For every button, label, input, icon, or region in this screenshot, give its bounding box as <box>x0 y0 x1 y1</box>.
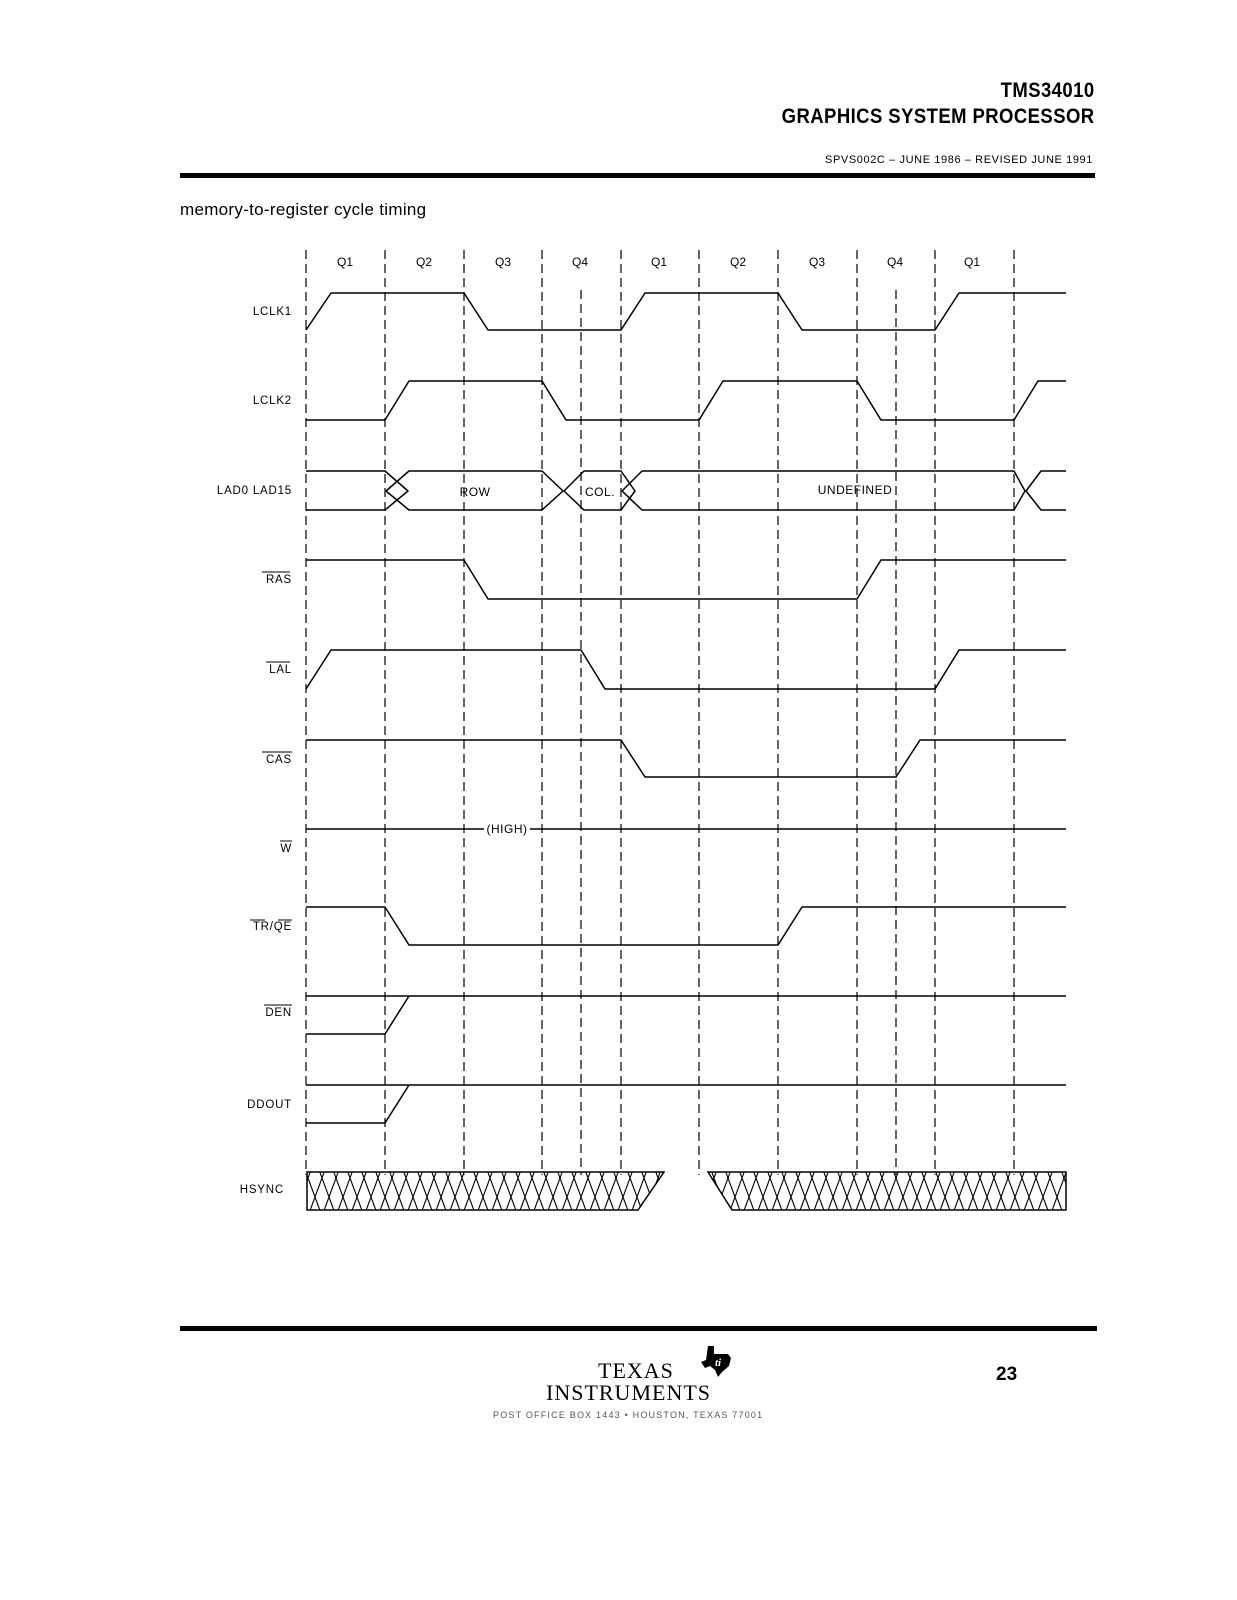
waveform-ras <box>306 560 1066 599</box>
quarter-label: Q4 <box>886 255 904 269</box>
waveform-lad-end <box>1026 471 1066 491</box>
waveforms <box>306 293 1066 1123</box>
waveform-trqe <box>306 907 1066 945</box>
company-logo <box>546 1344 756 1408</box>
texas-state-icon <box>698 1344 734 1378</box>
quarter-labels <box>337 255 980 269</box>
overbars <box>250 572 292 1005</box>
title-line-1: TMS34010 <box>1001 79 1095 102</box>
signal-labels <box>217 306 292 1196</box>
company-address: POST OFFICE BOX 1443 • HOUSTON, TEXAS 77001 <box>493 1410 764 1420</box>
waveform-lal <box>306 650 1066 689</box>
signal-label-lclk1: LCLK1 <box>252 306 292 318</box>
title-line-2: GRAPHICS SYSTEM PROCESSOR <box>782 105 1095 128</box>
waveform-cas <box>306 740 1066 777</box>
quarter-label: Q1 <box>650 255 668 269</box>
company-name-line-2: INSTRUMENTS <box>546 1380 712 1405</box>
signal-label-ddout: DDOUT <box>247 1099 292 1111</box>
quarter-label: Q1 <box>963 255 981 269</box>
quarter-label: Q3 <box>494 255 512 269</box>
signal-label-den: DEN <box>265 1007 292 1019</box>
signal-label-w: W <box>280 843 292 855</box>
page-number: 23 <box>996 1364 1018 1385</box>
waveform-lad-upper <box>306 471 408 510</box>
document-reference: SPVS002C – JUNE 1986 – REVISED JUNE 1991 <box>825 154 1093 166</box>
signal-label-hsync: HSYNC <box>239 1184 284 1196</box>
svg-text:ti: ti <box>714 1357 722 1369</box>
signal-label-cas: CAS <box>265 754 292 766</box>
waveform-lclk2 <box>306 381 1066 420</box>
signal-label-lclk2: LCLK2 <box>252 395 292 407</box>
section-title: memory-to-register cycle timing <box>180 200 427 219</box>
hsync-hatch <box>307 1172 1066 1210</box>
quarter-label: Q3 <box>808 255 826 269</box>
bus-label-undefined: UNDEFINED <box>817 483 893 497</box>
waveform-den-low <box>306 996 409 1034</box>
waveform-lclk1 <box>306 293 1066 330</box>
signal-label-ras: RAS <box>265 574 292 586</box>
signal-label-lal: LAL <box>269 664 292 676</box>
signal-label-lad: LAD0 LAD15 <box>216 485 292 497</box>
quarter-label: Q2 <box>415 255 433 269</box>
quarter-label: Q1 <box>336 255 354 269</box>
signal-label-trqe: TR/QE <box>252 921 292 933</box>
quarter-dividers <box>306 250 1014 1175</box>
bus-label-col: COL. <box>584 485 616 499</box>
quarter-label: Q2 <box>729 255 747 269</box>
company-name-line-1: TEXAS <box>598 1358 674 1383</box>
w-high-note: (HIGH) <box>486 822 528 836</box>
quarter-label: Q4 <box>571 255 589 269</box>
bus-labels <box>460 483 893 836</box>
footer-rule <box>180 1326 1097 1331</box>
bus-label-row: ROW <box>459 485 491 499</box>
waveform-ddout-low <box>306 1085 409 1123</box>
